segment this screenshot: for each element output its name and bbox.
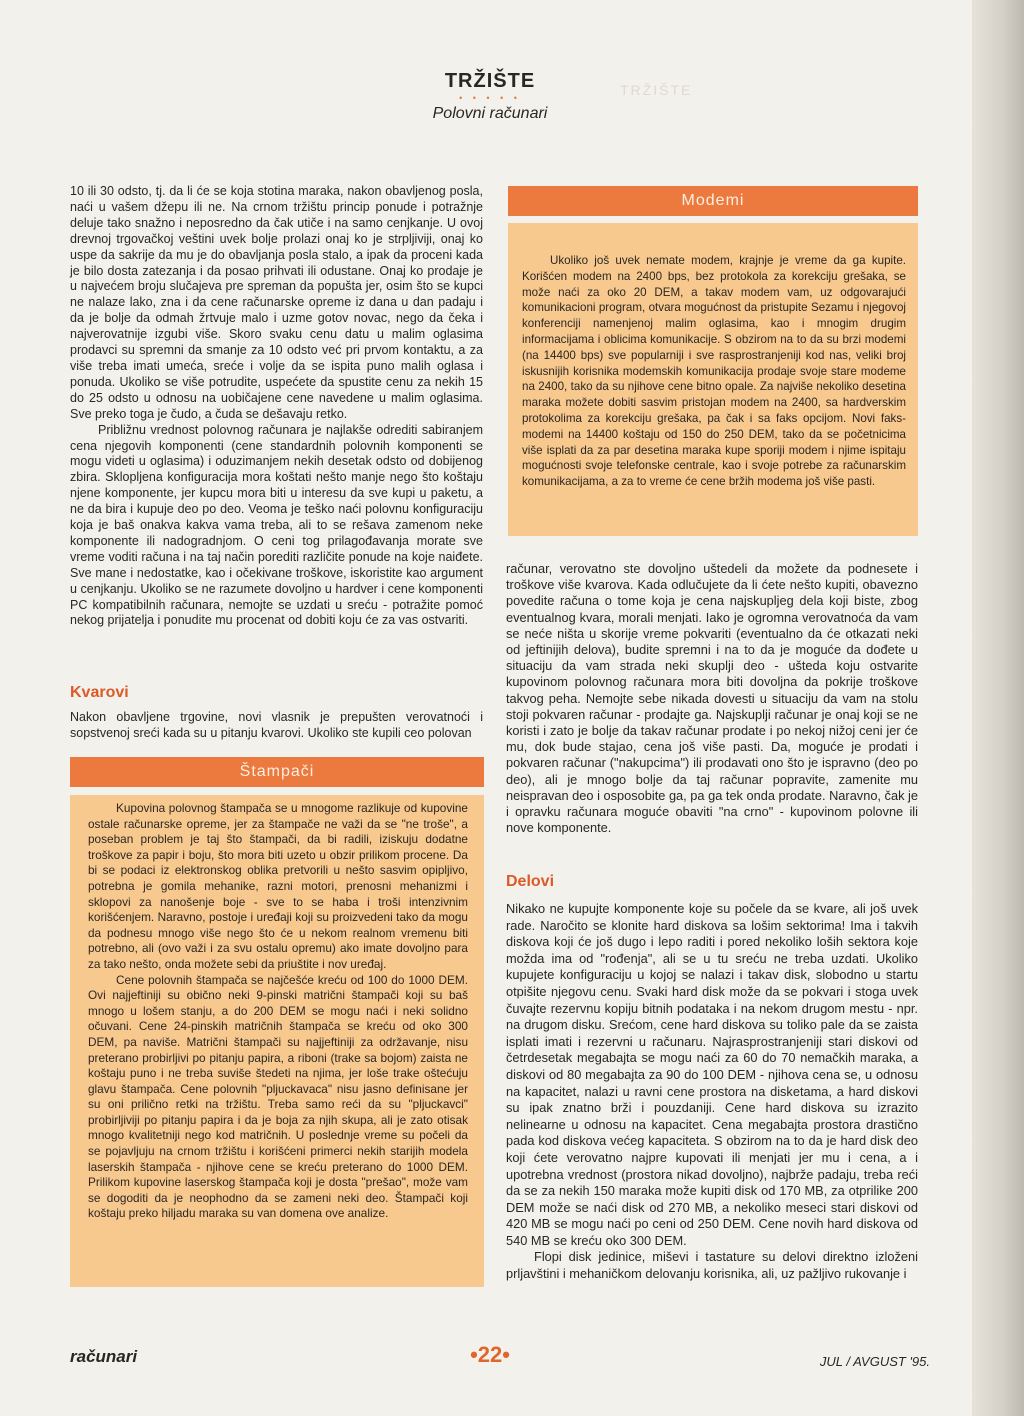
issue-date: JUL / AVGUST '95. (819, 1354, 930, 1369)
kvarovi-continuation (506, 561, 918, 836)
modemi-box-header: Modemi (508, 186, 918, 216)
modemi-sidebar-box (508, 223, 918, 536)
delovi-paragraph: Nikako ne kupujte komponente koje su počele da se kvare, ali još uvek rade. Naročito se klonite hard diskova sa lošim sektorima! Ima i takvih diskova koji će još dugo i lepo raditi i pored nekoliko loših sektora koje možda ima od "rođenja", ali se u tu sreću ne treba uzdati. Ukoliko kupujete konfiguraciju u kojoj se nalazi i takav disk, slobodno u startu otpišite njegovu cenu. Svaki hard disk može da se pokvari i stoga uvek čuvajte rezervnu kopiju bitnih podataka i na nekom drugom mestu - npr. na drugom disku. Srećom, cene hard diskova su toliko pale da se zaista isplati imati i rezervni u računaru. Najrasprostranjeniji stari diskovi od četrdesetak megabajta se mogu naći za 60 do 70 nemačkih maraka, a diskovi od 80 megabajta za 90 do 100 DEM - njihova cena se, u odnosu na kapacitet, nalazi u ravni cene prostora na disketama, a hard diskovi su ipak znatno brži i pouzdaniji. Cene hard diskova su izrazito nelinearne u odnosu na kapacitet. Cena megabajta prostora drastično pada kod diskova većeg kapaciteta. S obzirom na to da je hard disk deo koji ćete verovatno najpre kupovati ili menjati jer mu i cena, a i upotrebna vrednost (prostora nikad dovoljno), najbrže padaju, treba reći da se za nekih 150 maraka može kupiti disk od 170 MB, za otprilike 200 DEM može se naći disk od 270 MB, a nekoliko meseci stari diskovi od 420 MB se mogu naći po ceni od 250 DEM. Cene novih hard diskova od 540 MB se kreću oko 300 DEM. (506, 901, 918, 1248)
stampaci-sidebar-box (70, 795, 484, 1287)
stampaci-paragraph: Cene polovnih štampača se najčešće kreću od 100 do 1000 DEM. Ovi najjeftiniji su obično neki 9-pinski matrični štampači koji su baš mnogo u lošem stanju, a do 200 DEM se mogu naći i neki solidno očuvani. Cene 24-pinskih matričnih štampača se kreću od oko 300 DEM, pa naviše. Matrični štampači su najjeftiniji za održavanje, nisu preterano probirljivi po pitanju papira, a riboni (trake sa bojom) zaista ne koštaju puno i ne treba suviše štedeti na njima, jer loše trake oštećuju glavu štampača. Cene polovnih "pljuckavaca" nisu jasno definisane jer su oni prilično retki na tržištu. Treba samo reći da su "pljuckavci" probirljiviji po pitanju papira i da je boja za njih skupa, ali je zato otisak mnogo kvalitetniji nego kod matričnih. U poslednje vreme su počeli da se pojavljuju na crnom tržištu i korišćeni primerci nekih starijih modela laserskih štampača - njihove cene se kreću preterano do 1000 DEM. Prilikom kupovine laserskog štampača koji je dosta "prešao", može vam se dogoditi da je neophodno da se zameni neki deo. Štampači koji koštaju preko hiljadu maraka su van domena ove analize. (88, 972, 468, 1221)
section-title: TRŽIŠTE (444, 70, 536, 92)
kvarovi-text (70, 710, 483, 742)
page-header (0, 70, 980, 123)
kvarovi-continued-paragraph: računar, verovatno ste dovoljno uštedeli da možete da podnesete i troškove više kvarova. Kada odlučujete da li ćete nešto kupiti, obavezno povedite računa o tome koja je cena najskupljeg dela koji biste, zbog eventualnog kvara, morali menjati. Iako je ogromna verovatnoća da vam se neće ništa u skorije vreme pokvariti (eventualno da će otkazati neki od jeftinijih delova), budite spremni i na to da je moguće da dođete u situaciju da vam strada neki skuplji deo - ušteda koju ostvarite kupovinom polovnog računara mora biti dovoljna da pokrije troškove takvog peha. Nemojte sebe nikada dovesti u situaciju da vam na stolu stoji pokvaren računar - prodajte ga. Najskuplji računar je onaj koji se ne koristi i zato je bolje da takav računar prodate i po nekoj nižoj ceni jer će mu, dok bude stajao, cena još više pasti. Da, moguće je prodati i pokvaren računar ("nakupcima") ili prodavati ono što je ispravno (deo po deo), ali je mnogo bolje da taj računar popravite, zamenite mu neispravan deo i osposobite ga, pa ga tek onda prodate. Naravno, čak je i opravku računara moguće obaviti "na crno" - kupovinom polovne ili nove komponente. (506, 561, 918, 836)
stampaci-box-header: Štampači (70, 757, 484, 787)
intro-paragraph: 10 ili 30 odsto, tj. da li će se koja stotina maraka, nakon obavljenog posla, naći u vašem džepu ili ne. Na crnom tržištu princip ponude i potražnje deluje tako snažno i neposredno da čak utiče i na samo cenjkanje. U ovoj drevnoj trgovačkoj veštini uvek bolje prolazi onaj ko je strpljiviji, onaj ko uspe da sakrije da mu je do obavljanja posla stalo, a ipak da proceni kada je bilo dosta zatezanja i da posao prihvati ili odustane. Onaj ko prodaje je u najvećem broju slučajeva pre spreman da popušta jer, osim što se kupci ne nalaze lako, zna i da cene računarske opreme iz dana u dan padaju i da je bolje da odmah žrtvuje malo i uzme gotov novac, nego da čeka i najverovatnije izgubi više. Skoro svaku cenu datu u malim oglasima prodavci su spremni da smanje za 10 odsto već pri prvom kontaktu, a za više treba imati umeća, sreće i volje da se ispita puno malih oglasa i ponuda. Ukoliko se više potrudite, uspećete da spustite cenu za nekih 15 do 25 odsto u odnosu na uobičajene cene navedene u malim oglasima. Sve preko toga je čudo, a čuda se dešavaju retko. (70, 184, 483, 421)
magazine-brand: računari (70, 1347, 138, 1366)
ghost-bleed-header: TRŽIŠTE (620, 82, 693, 98)
intro-paragraph: Približnu vrednost polovnog računara je najlakše odrediti sabiranjem cena njegovih komponenti (cene standardnih polovnih komponenti se mogu videti u oglasima) i oduzimanjem nekih desetak odsto od dobijenog zbira. Sklopljena konfiguracija mora koštati nešto manje nego što koštaju njene komponente, jer kupcu mora biti u interesu da sve kupi u paketu, a ne da bira i kupuje deo po deo. Veoma je teško naći polovnu konfiguraciju koja je baš onakva kakva vama treba, ali to se rešava zamenom neke komponente ili nadogradnjom. O ceni tog prilagođavanja morate sve vreme voditi računa i na taj način porediti različite ponude na koje naiđete. Sve mane i nedostatke, kao i očekivane troškove, iskoristite kao argument u cenjkanju. Ukoliko se ne razumete dovoljno u hardver i cene komponenti PC kompatibilnih računara, nemojte se uzdati u sreću - potražite pomoć nekog prijatelja i ponudite mu procenat od dobiti koju će za vas ostvariti. (70, 422, 483, 628)
delovi-heading: Delovi (506, 873, 555, 890)
kvarovi-heading: Kvarovi (70, 684, 129, 701)
section-subtitle: Polovni računari (432, 105, 548, 122)
page-number: •22• (470, 1342, 510, 1367)
delovi-text (506, 901, 918, 1283)
modemi-paragraph: Ukoliko još uvek nemate modem, krajnje je vreme da ga kupite. Korišćen modem na 2400 bps, bez protokola za korekciju grešaka, se može naći za oko 20 DEM, a takav modem vam, uz odgovarajući komunikacioni program, otvara mogućnost da pristupite Sezamu i njegovoj konferenciji namenjenoj malim oglasima, kao i mnogim drugim informacijama i oblicima komunikacije. S obzirom na to da su brzi modemi (na 14400 bps) sve popularniji i sve rasprostranjeniji kod nas, veliki broj iskusnijih korisnika modemskih komunikacija prodaje svoje stare modeme na 2400, tako da su njihove cene bitno opale. Za najviše nekoliko desetina maraka možete dobiti sasvim pristojan modem na 2400, sa hardverskim protokolima za korekciju grešaka, pa čak i sa faks opcijom. Novi faks-modemi na 14400 koštaju od 150 do 250 DEM, tako da se početnicima više isplati da za par desetina maraka kupe sporiji modem i njime ispitaju mogućnosti svoje telefonske centrale, kao i svoje potrebe za računarskim komunikacijama, a za to vreme će cene bržih modema još više pasti. (522, 254, 906, 489)
stampaci-paragraph: Kupovina polovnog štampača se u mnogome razlikuje od kupovine ostale računarske opreme, jer za štampače ne važi da se "ne troše", a poseban problem je taj što štampači, da bi radili, iziskuju dodatne troškove za papir i boju, što mora biti uzeto u obzir prilikom procene. Da bi se podaci iz elektronskog oblika pretvorili u nešto sasvim opipljivo, potrebna je gomila mehanike, razni motori, prenosni mehanizmi i sklopovi za nanošenje boje - sve to se haba i troši intenzivnim korišćenjem. Naravno, postoje i uređaji koji su proizvedeni tako da mogu da podnesu mnogo više nego što će u nekom realnom vremenu biti potrebno, ali (ovo važi i za svu ostalu opremu) ako imate dovoljno para za tako nešto, onda možete sebi da priuštite i nov uređaj. (88, 801, 468, 971)
intro-column (70, 184, 483, 629)
page-edge-shadow (972, 0, 1024, 1416)
delovi-paragraph: Flopi disk jedinice, miševi i tastature su delovi direktno izloženi prljavštini i mehaničkom delovanju korisnika, ali, uz pažljivo rukovanje i (506, 1249, 918, 1282)
kvarovi-paragraph: Nakon obavljene trgovine, novi vlasnik je prepušten verovatnoći i sopstvenoj sreći kada su u pitanju kvarovi. Ukoliko ste kupili ceo polovan (70, 710, 483, 740)
header-dots-decoration: • • • • • (459, 93, 521, 103)
